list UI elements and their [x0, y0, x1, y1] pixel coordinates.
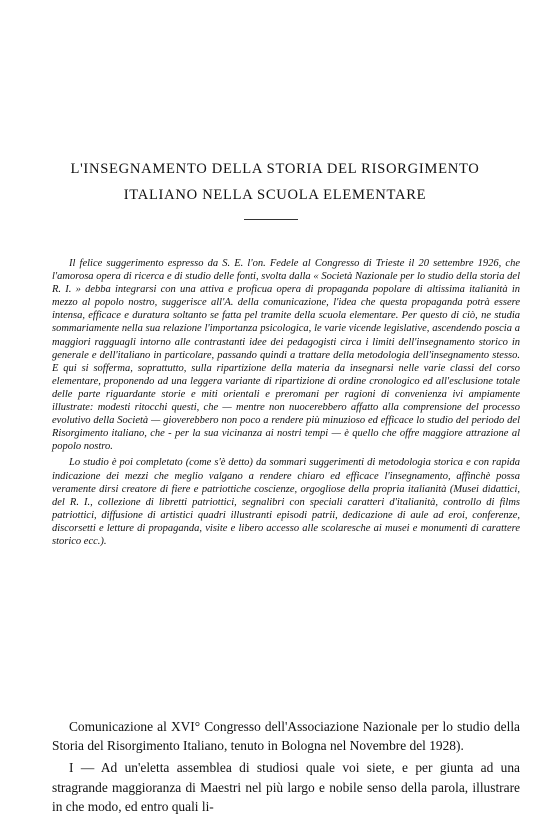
abstract-note	[52, 257, 520, 548]
abstract-paragraph-2: Lo studio è poi completato (come s'è detto) da sommari suggerimenti di metodologia storica e con rapida indicazione dei mezzi che meglio valgano a rendere chiaro ed efficace l'insegnamento, affinchè possa veramente dirsi creatore di fiere e patriottiche coscienze, orgogliose della propria italianità (Musei didattici, del R. I., collezione di libretti patriottici, segnalibri con speciali caratteri d'italianità, controllo di films patriottici, diffusione di artistici quadri illustranti episodi patrii, dedicazione di aule ad eroi, conferenze, discorsetti e letture di propaganda, visite e libero accesso alle scolaresche ai musei e monumenti di carattere storico ecc.).	[52, 457, 520, 547]
main-body-text	[52, 717, 520, 816]
article-title-line-2: ITALIANO NELLA SCUOLA ELEMENTARE	[123, 187, 427, 203]
abstract-paragraph-1: Il felice suggerimento espresso da S. E. l'on. Fedele al Congresso di Trieste il 20 settembre 1926, che l'amorosa opera di ricerca e di studio delle fonti, svolta dalla « Società Nazionale per lo studio della storia del R. I. » debba integrarsi con una attiva e proficua opera di propaganda popolare di altissima italianità in mezzo al popolo nostro, suggerisce all'A. della comunicazione, l'idea che questa propaganda potrà essere intensa, efficace e duratura soltanto se fatta pel tramite della scuola elementare. Per questo di ciò, ne studia sommariamente nella sua relazione l'importanza psicologica, le varie vicende legislative, ascendendo poscia a maggiori ragguagli intorno alle contrastanti idee dei pedagogisti circa i limiti dell'insegnamento storico in generale e dell'italiano in particolare, passando quindi a trattare della metodologia dell'insegnamento stesso. E qui si sofferma, soprattutto, sulla ripartizione della materia da insegnarsi nelle varie classi del corso elementare, proponendo ad una leggera variante di ripartizione di ordine cronologico ed all'esclusione totale delle parte riguardante storie e miti orientali e preromani per ragioni di convenienza ivi ampiamente illustrate: modesti ritocchi questi, che — mentre non nuocerebbero affatto alla comprensione del processo evolutivo della Società — gioverebbero non poco a rendere più minuzioso ed efficace lo studio del periodo del Risorgimento italiano, che - per la sua vicinanza ai nostri tempi — è quello che offre maggiore attrazione al popolo nostro.	[52, 258, 520, 453]
body-paragraph-1: Comunicazione al XVI° Congresso dell'Associazione Nazionale per lo studio della Storia del Risorgimento Italiano, tenuto in Bologna nel Novembre del 1928).	[52, 719, 520, 754]
article-title-line-1: L'INSEGNAMENTO DELLA STORIA DEL RISORGIMENTO	[70, 161, 480, 177]
body-paragraph-2: I — Ad un'eletta assemblea di studiosi quale voi siete, e per giunta ad una stragrande maggioranza di Maestri nel più largo e nobile senso della parola, illustrare in che modo, ed entro quali li-	[52, 760, 520, 814]
title-divider	[244, 219, 298, 220]
article-title	[30, 158, 520, 206]
